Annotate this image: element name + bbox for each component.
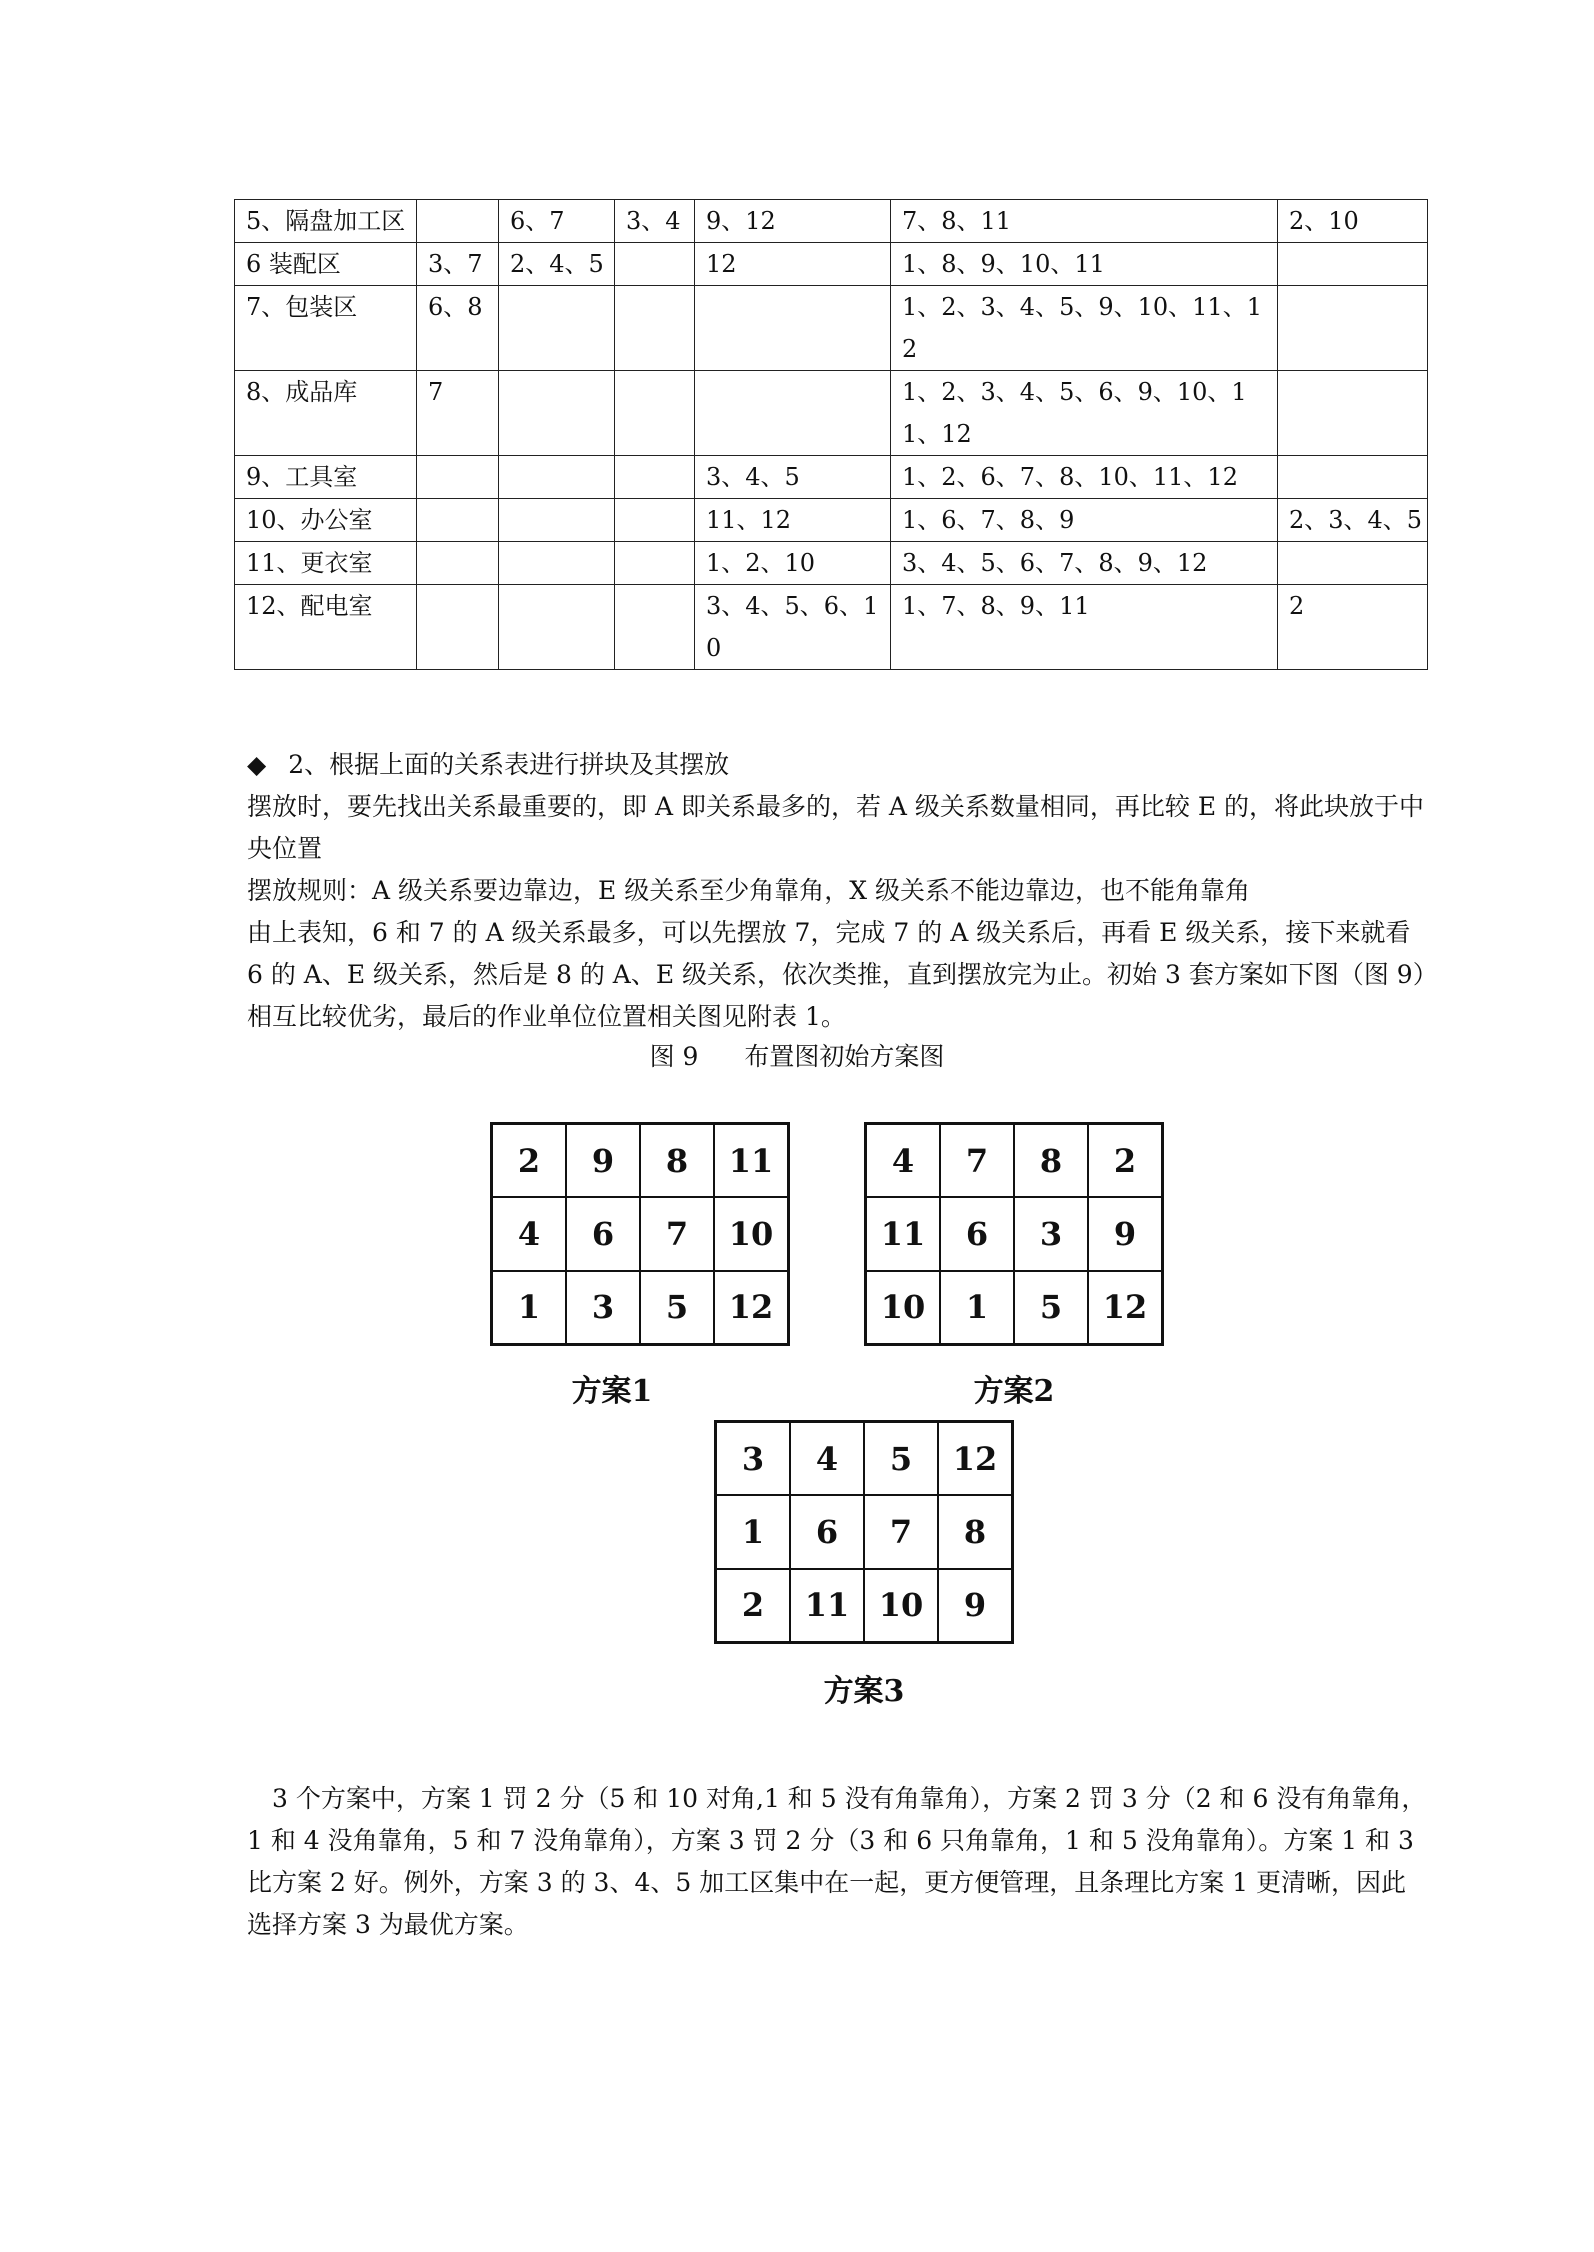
figure-number: 图 9 [649,1042,699,1071]
table-cell [1278,371,1428,456]
table-cell [499,499,615,542]
table-cell: 3、7 [417,243,499,286]
table-cell [615,371,695,456]
plan-cell: 1 [940,1271,1014,1344]
placement-paragraph: 摆放时，要先找出关系最重要的，即 A 即关系最多的，若 A 级关系数量相同，再比较 E 的，将此块放于中央位置 [247,792,1425,863]
table-cell-unit: 7、包装区 [235,286,417,371]
diamond-bullet-icon: ◆ [247,750,267,779]
table-cell [615,499,695,542]
plan-cell: 2 [716,1569,790,1642]
plan-cell: 12 [938,1422,1012,1495]
table-cell [499,286,615,371]
table-cell [417,456,499,499]
table-row [235,499,1428,542]
table-cell [615,542,695,585]
table-cell: 1、2、3、4、5、9、10、11、12 [891,286,1278,371]
plan-cell: 4 [790,1422,864,1495]
table-cell [1278,456,1428,499]
table-cell: 1、2、6、7、8、10、11、12 [891,456,1278,499]
plan-cell: 5 [1014,1271,1088,1344]
table-cell-unit: 11、更衣室 [235,542,417,585]
process-paragraph: 由上表知，6 和 7 的 A 级关系最多，可以先摆放 7，完成 7 的 A 级关系后，再看 E 级关系，接下来就看 6 的 A、E 级关系，然后是 8 的 A、E 级关系，依次类推，直到摆放完为止。初始 3 套方案如下图（图 9）相互比较优劣，最后的作业单位位置相关图见附表 1。 [247,918,1426,1031]
rules-paragraph: 摆放规则：A 级关系要边靠边，E 级关系至少角靠角，X 级关系不能边靠边，也不能角靠角 [247,876,1250,905]
table-cell [615,585,695,670]
plan-3-label: 方案3 [823,1674,905,1709]
table-cell [417,200,499,243]
plan-2-label: 方案2 [973,1374,1055,1409]
table-cell-unit: 5、隔盘加工区 [235,200,417,243]
table-cell: 9、12 [695,200,891,243]
table-cell [417,499,499,542]
plan-cell: 3 [566,1271,640,1344]
plan-cell: 3 [1014,1197,1088,1270]
plan-cell: 6 [940,1197,1014,1270]
table-cell [615,286,695,371]
table-cell: 6、7 [499,200,615,243]
plan-1-label: 方案1 [571,1374,653,1409]
table-cell: 1、2、3、4、5、6、9、10、11、12 [891,371,1278,456]
plan-cell: 1 [492,1271,566,1344]
table-cell [615,243,695,286]
table-cell [695,286,891,371]
plan-cell: 7 [864,1495,938,1568]
plan-cell: 2 [492,1124,566,1197]
section-heading-text: 2、根据上面的关系表进行拼块及其摆放 [288,750,730,779]
plan-cell: 3 [716,1422,790,1495]
figure-title: 布置图初始方案图 [744,1042,945,1071]
relation-table [234,199,1428,670]
plan-cell: 9 [938,1569,1012,1642]
table-cell: 3、4、5 [695,456,891,499]
plan-cell: 9 [566,1124,640,1197]
table-cell [417,585,499,670]
plan-cell: 11 [866,1197,940,1270]
table-cell: 2 [1278,585,1428,670]
table-cell [1278,243,1428,286]
plan-cell: 8 [938,1495,1012,1568]
plan-cell: 12 [1088,1271,1162,1344]
plan-cell: 4 [492,1197,566,1270]
plan-cell: 11 [790,1569,864,1642]
plan-cell: 12 [714,1271,788,1344]
plan-3-grid [714,1420,1014,1644]
plan-cell: 2 [1088,1124,1162,1197]
table-cell: 1、8、9、10、11 [891,243,1278,286]
plan-cell: 10 [864,1569,938,1642]
plan-cell: 5 [640,1271,714,1344]
plan-cell: 6 [566,1197,640,1270]
plan-2-grid [864,1122,1164,1346]
plan-cell: 9 [1088,1197,1162,1270]
table-cell: 2、3、4、5 [1278,499,1428,542]
table-cell: 1、2、10 [695,542,891,585]
table-cell: 3、4、5、6、10 [695,585,891,670]
table-cell: 7 [417,371,499,456]
table-row [235,286,1428,371]
table-cell: 1、7、8、9、11 [891,585,1278,670]
plan-cell: 7 [940,1124,1014,1197]
table-cell-unit: 9、工具室 [235,456,417,499]
table-cell-unit: 12、配电室 [235,585,417,670]
table-cell [499,542,615,585]
table-cell [1278,286,1428,371]
table-row [235,371,1428,456]
table-row [235,542,1428,585]
table-cell: 3、4、5、6、7、8、9、12 [891,542,1278,585]
table-cell: 2、4、5 [499,243,615,286]
plan-cell: 10 [714,1197,788,1270]
table-cell-unit: 8、成品库 [235,371,417,456]
table-cell [695,371,891,456]
plan-cell: 7 [640,1197,714,1270]
plan-cell: 6 [790,1495,864,1568]
plan-cell: 1 [716,1495,790,1568]
plan-cell: 8 [1014,1124,1088,1197]
table-cell [417,542,499,585]
plan-cell: 11 [714,1124,788,1197]
plan-cell: 8 [640,1124,714,1197]
table-cell-unit: 6 装配区 [235,243,417,286]
plan-1-grid [490,1122,790,1346]
table-cell: 1、6、7、8、9 [891,499,1278,542]
table-cell: 12 [695,243,891,286]
table-row [235,243,1428,286]
plan-cell: 5 [864,1422,938,1495]
table-row [235,456,1428,499]
table-row [235,200,1428,243]
figure-caption [0,1036,1594,1078]
plan-cell: 4 [866,1124,940,1197]
table-cell: 11、12 [695,499,891,542]
conclusion-paragraph: 3 个方案中，方案 1 罚 2 分（5 和 10 对角,1 和 5 没有角靠角），方案 2 罚 3 分（2 和 6 没有角靠角，1 和 4 没角靠角，5 和 7 没角靠角），方案 3 罚 2 分（3 和 6 只角靠角，1 和 5 没角靠角）。方案 1 和 3 比方案 2 好。例外，方案 3 的 3、4、5 加工区集中在一起，更方便管理，且条理比方案 1 更清晰，因此选择方案 3 为最优方案。 [247,1784,1427,1939]
table-cell [1278,542,1428,585]
table-cell [499,371,615,456]
relation-table-body [235,200,1428,670]
table-cell: 3、4 [615,200,695,243]
table-cell: 7、8、11 [891,200,1278,243]
plan-cell: 10 [866,1271,940,1344]
table-cell-unit: 10、办公室 [235,499,417,542]
section-heading [247,744,1427,786]
table-cell: 2、10 [1278,200,1428,243]
table-row [235,585,1428,670]
table-cell [499,585,615,670]
table-cell [499,456,615,499]
table-cell [615,456,695,499]
table-cell: 6、8 [417,286,499,371]
